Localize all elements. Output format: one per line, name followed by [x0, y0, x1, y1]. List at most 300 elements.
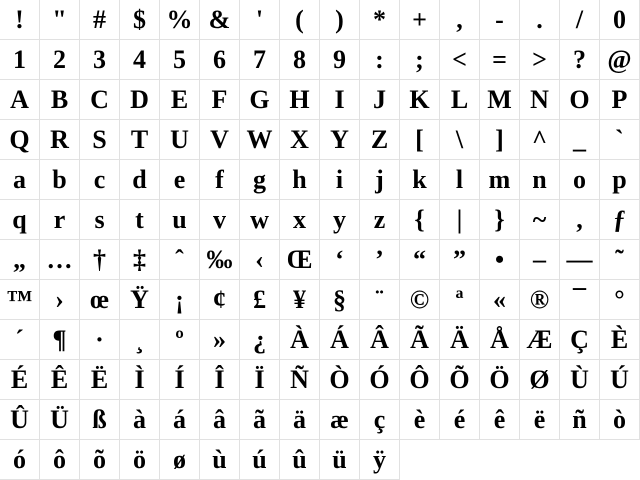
glyph: Ì: [134, 364, 145, 394]
glyph-cell[interactable]: [520, 200, 560, 240]
glyph-cell[interactable]: [200, 80, 240, 120]
glyph: 9: [333, 44, 346, 74]
glyph-cell[interactable]: [0, 0, 40, 40]
glyph-cell[interactable]: [320, 320, 360, 360]
glyph-cell[interactable]: [600, 360, 640, 400]
glyph-cell[interactable]: [200, 440, 240, 480]
glyph: ›: [55, 284, 64, 314]
glyph-cell[interactable]: [240, 400, 280, 440]
glyph: È: [610, 324, 629, 354]
glyph: ü: [332, 444, 347, 474]
glyph: @: [607, 44, 632, 74]
glyph: }: [494, 204, 505, 234]
glyph-cell[interactable]: [0, 80, 40, 120]
glyph-cell[interactable]: [120, 360, 160, 400]
glyph: G: [249, 84, 270, 114]
glyph-cell[interactable]: [480, 280, 520, 320]
glyph: N: [530, 84, 549, 114]
glyph-cell[interactable]: [40, 40, 80, 80]
glyph-cell[interactable]: [0, 40, 40, 80]
glyph-cell[interactable]: [240, 440, 280, 480]
glyph-cell[interactable]: [360, 40, 400, 80]
glyph-cell[interactable]: [360, 280, 400, 320]
glyph-cell[interactable]: [120, 160, 160, 200]
glyph-cell[interactable]: [560, 40, 600, 80]
glyph-cell[interactable]: [200, 120, 240, 160]
glyph: :: [375, 44, 384, 74]
glyph: Ñ: [290, 364, 309, 394]
glyph-cell[interactable]: [40, 240, 80, 280]
glyph: c: [93, 164, 106, 194]
glyph: ¸: [135, 324, 144, 354]
glyph: 2: [53, 44, 66, 74]
glyph: ': [255, 4, 264, 34]
glyph-cell[interactable]: [480, 160, 520, 200]
glyph-cell[interactable]: [600, 280, 640, 320]
glyph: Ó: [369, 364, 390, 394]
glyph-cell[interactable]: [280, 80, 320, 120]
glyph-cell[interactable]: [440, 0, 480, 40]
empty-cell: [560, 440, 600, 480]
glyph-cell[interactable]: [320, 40, 360, 80]
glyph: §: [333, 284, 346, 314]
glyph-cell[interactable]: [200, 240, 240, 280]
glyph: 5: [173, 44, 186, 74]
glyph-cell[interactable]: [560, 280, 600, 320]
glyph-cell[interactable]: [400, 160, 440, 200]
glyph-cell[interactable]: [80, 360, 120, 400]
glyph: ú: [252, 444, 267, 474]
glyph: Î: [214, 364, 225, 394]
glyph-cell[interactable]: [160, 160, 200, 200]
glyph-cell[interactable]: [600, 320, 640, 360]
glyph-cell[interactable]: [600, 160, 640, 200]
glyph-cell[interactable]: [0, 360, 40, 400]
glyph: ò: [613, 404, 626, 434]
glyph: É: [10, 364, 29, 394]
glyph-cell[interactable]: [360, 360, 400, 400]
glyph-cell[interactable]: [0, 400, 40, 440]
glyph-cell[interactable]: [200, 160, 240, 200]
glyph-cell[interactable]: [600, 0, 640, 40]
glyph-cell[interactable]: [440, 240, 480, 280]
glyph-cell[interactable]: [400, 40, 440, 80]
glyph-cell[interactable]: [160, 0, 200, 40]
glyph: Q: [9, 124, 30, 154]
glyph-cell[interactable]: [280, 440, 320, 480]
glyph: ‡: [133, 244, 146, 274]
glyph: Ç: [570, 324, 589, 354]
glyph-cell[interactable]: [480, 120, 520, 160]
glyph-cell[interactable]: [360, 0, 400, 40]
glyph-cell[interactable]: [440, 120, 480, 160]
glyph: =: [492, 44, 507, 74]
glyph-cell[interactable]: [360, 440, 400, 480]
glyph-cell[interactable]: [200, 200, 240, 240]
glyph-cell[interactable]: [560, 80, 600, 120]
glyph-cell[interactable]: [280, 320, 320, 360]
glyph-cell[interactable]: [280, 240, 320, 280]
glyph: Ÿ: [130, 284, 149, 314]
glyph: [: [415, 124, 424, 154]
glyph-cell[interactable]: [200, 360, 240, 400]
glyph-cell[interactable]: [320, 0, 360, 40]
glyph-cell[interactable]: [240, 320, 280, 360]
glyph-cell[interactable]: [440, 320, 480, 360]
glyph-cell[interactable]: [240, 40, 280, 80]
glyph-cell[interactable]: [400, 400, 440, 440]
glyph: ‘: [335, 244, 344, 274]
glyph: “: [413, 244, 426, 274]
glyph-cell[interactable]: [240, 240, 280, 280]
glyph-cell[interactable]: [240, 80, 280, 120]
glyph-cell[interactable]: [320, 440, 360, 480]
glyph: v: [213, 204, 226, 234]
glyph-cell[interactable]: [520, 160, 560, 200]
glyph-cell[interactable]: [120, 440, 160, 480]
glyph: Ø: [529, 364, 550, 394]
glyph-cell[interactable]: [240, 360, 280, 400]
glyph-cell[interactable]: [400, 120, 440, 160]
glyph-cell[interactable]: [400, 80, 440, 120]
glyph: z: [373, 204, 386, 234]
glyph-cell[interactable]: [600, 120, 640, 160]
glyph: „: [13, 244, 26, 274]
glyph-cell[interactable]: [320, 240, 360, 280]
glyph: ~: [532, 204, 547, 234]
glyph-cell[interactable]: [520, 40, 560, 80]
glyph: +: [412, 4, 427, 34]
glyph: »: [213, 324, 226, 354]
glyph-cell[interactable]: [360, 120, 400, 160]
glyph-cell[interactable]: [480, 80, 520, 120]
glyph-cell[interactable]: [600, 200, 640, 240]
glyph-cell[interactable]: [0, 440, 40, 480]
glyph-cell[interactable]: [280, 280, 320, 320]
glyph: £: [253, 284, 266, 314]
glyph: ‚: [575, 204, 584, 234]
glyph-cell[interactable]: [360, 400, 400, 440]
glyph: 6: [213, 44, 226, 74]
glyph: ¥: [293, 284, 306, 314]
glyph: ^: [531, 124, 548, 154]
glyph-cell[interactable]: [320, 280, 360, 320]
glyph-cell[interactable]: [560, 400, 600, 440]
glyph-cell[interactable]: [0, 200, 40, 240]
glyph: k: [412, 164, 427, 194]
glyph-cell[interactable]: [80, 200, 120, 240]
glyph-cell[interactable]: [360, 160, 400, 200]
glyph-cell[interactable]: [320, 200, 360, 240]
glyph-cell[interactable]: [360, 240, 400, 280]
glyph: s: [94, 204, 105, 234]
glyph: Û: [10, 404, 29, 434]
glyph-cell[interactable]: [80, 440, 120, 480]
glyph: ç: [373, 404, 386, 434]
glyph-cell[interactable]: [400, 240, 440, 280]
glyph-cell[interactable]: [40, 200, 80, 240]
glyph-cell[interactable]: [280, 360, 320, 400]
glyph-cell[interactable]: [80, 320, 120, 360]
glyph: Z: [370, 124, 389, 154]
glyph: º: [175, 324, 184, 354]
glyph-cell[interactable]: [440, 160, 480, 200]
glyph-cell[interactable]: [160, 200, 200, 240]
glyph-cell[interactable]: [480, 240, 520, 280]
glyph-cell[interactable]: [280, 400, 320, 440]
glyph-cell[interactable]: [560, 240, 600, 280]
glyph-cell[interactable]: [0, 120, 40, 160]
glyph-cell[interactable]: [120, 40, 160, 80]
glyph-cell[interactable]: [80, 0, 120, 40]
glyph-cell[interactable]: [40, 0, 80, 40]
glyph: y: [333, 204, 346, 234]
glyph: T: [130, 124, 149, 154]
glyph: ä: [293, 404, 306, 434]
glyph: ø: [173, 444, 186, 474]
glyph-cell[interactable]: [560, 160, 600, 200]
glyph-cell[interactable]: [0, 160, 40, 200]
glyph: ˆ: [175, 244, 184, 274]
glyph: o: [573, 164, 586, 194]
glyph-cell[interactable]: [160, 40, 200, 80]
glyph-cell[interactable]: [40, 280, 80, 320]
glyph: J: [373, 84, 386, 114]
glyph-cell[interactable]: [240, 120, 280, 160]
glyph: ¿: [253, 324, 266, 354]
glyph-cell[interactable]: [600, 80, 640, 120]
glyph: ù: [212, 444, 227, 474]
glyph-cell[interactable]: [120, 120, 160, 160]
glyph-cell[interactable]: [0, 240, 40, 280]
glyph-cell[interactable]: [560, 360, 600, 400]
glyph: Ë: [90, 364, 109, 394]
glyph: r: [53, 204, 66, 234]
glyph: À: [290, 324, 309, 354]
glyph-cell[interactable]: [440, 200, 480, 240]
glyph-cell[interactable]: [160, 440, 200, 480]
glyph: û: [292, 444, 307, 474]
glyph-cell[interactable]: [0, 280, 40, 320]
glyph: t: [135, 204, 144, 234]
glyph-cell[interactable]: [360, 80, 400, 120]
glyph: Ò: [329, 364, 350, 394]
glyph-cell[interactable]: [120, 80, 160, 120]
glyph: D: [130, 84, 149, 114]
glyph-cell[interactable]: [120, 280, 160, 320]
glyph-cell[interactable]: [120, 400, 160, 440]
glyph-cell[interactable]: [560, 120, 600, 160]
glyph: H: [289, 84, 310, 114]
glyph: _: [573, 124, 586, 154]
glyph-cell[interactable]: [200, 0, 240, 40]
glyph-cell[interactable]: [40, 320, 80, 360]
glyph: ™: [6, 284, 33, 314]
glyph: p: [612, 164, 627, 194]
glyph-cell[interactable]: [160, 320, 200, 360]
glyph-cell[interactable]: [160, 360, 200, 400]
glyph-cell[interactable]: [520, 0, 560, 40]
glyph-cell[interactable]: [120, 240, 160, 280]
glyph-cell[interactable]: [520, 80, 560, 120]
glyph-cell[interactable]: [520, 400, 560, 440]
glyph: #: [93, 4, 106, 34]
glyph-cell[interactable]: [40, 400, 80, 440]
glyph-cell[interactable]: [240, 160, 280, 200]
glyph: ”: [453, 244, 466, 274]
glyph: 8: [293, 44, 306, 74]
glyph-cell[interactable]: [440, 80, 480, 120]
glyph: 1: [13, 44, 26, 74]
glyph-cell[interactable]: [160, 280, 200, 320]
glyph-cell[interactable]: [440, 40, 480, 80]
glyph-cell[interactable]: [240, 0, 280, 40]
glyph: á: [173, 404, 186, 434]
glyph-cell[interactable]: [520, 120, 560, 160]
glyph-cell[interactable]: [320, 80, 360, 120]
glyph: ‹: [255, 244, 264, 274]
glyph-cell[interactable]: [80, 80, 120, 120]
glyph: ·: [95, 324, 104, 354]
glyph-cell[interactable]: [320, 360, 360, 400]
glyph: Í: [174, 364, 185, 394]
glyph: †: [93, 244, 106, 274]
glyph: ´: [15, 324, 24, 354]
glyph: Ù: [570, 364, 589, 394]
glyph: —: [566, 244, 593, 274]
glyph: ê: [493, 404, 506, 434]
glyph-cell[interactable]: [480, 40, 520, 80]
glyph-cell[interactable]: [520, 360, 560, 400]
glyph-cell[interactable]: [400, 200, 440, 240]
glyph-cell[interactable]: [240, 200, 280, 240]
empty-cell: [440, 440, 480, 480]
glyph-cell[interactable]: [560, 200, 600, 240]
glyph-cell[interactable]: [0, 320, 40, 360]
glyph-cell[interactable]: [320, 400, 360, 440]
glyph-cell[interactable]: [200, 400, 240, 440]
glyph-cell[interactable]: [40, 120, 80, 160]
glyph-cell[interactable]: [40, 80, 80, 120]
glyph-cell[interactable]: [480, 400, 520, 440]
glyph: W: [246, 124, 273, 154]
glyph-cell[interactable]: [80, 400, 120, 440]
glyph: a: [13, 164, 26, 194]
glyph: 0: [613, 4, 626, 34]
glyph-cell[interactable]: [280, 40, 320, 80]
glyph-cell[interactable]: [160, 400, 200, 440]
glyph: ª: [455, 284, 464, 314]
glyph-cell[interactable]: [120, 200, 160, 240]
glyph-cell[interactable]: [440, 360, 480, 400]
glyph-cell[interactable]: [280, 120, 320, 160]
glyph-cell[interactable]: [80, 280, 120, 320]
glyph: ˜: [615, 244, 624, 274]
glyph-cell[interactable]: [400, 280, 440, 320]
glyph-cell[interactable]: [160, 120, 200, 160]
glyph-cell[interactable]: [600, 40, 640, 80]
glyph-cell[interactable]: [360, 320, 400, 360]
glyph: ¡: [175, 284, 184, 314]
glyph: e: [173, 164, 186, 194]
glyph-cell[interactable]: [40, 360, 80, 400]
glyph: u: [172, 204, 187, 234]
glyph: P: [611, 84, 628, 114]
glyph: h: [292, 164, 307, 194]
glyph: Æ: [526, 324, 553, 354]
glyph-cell[interactable]: [600, 240, 640, 280]
glyph-cell[interactable]: [440, 400, 480, 440]
glyph: (: [295, 4, 304, 34]
glyph-cell[interactable]: [480, 360, 520, 400]
glyph-cell[interactable]: [280, 200, 320, 240]
glyph-cell[interactable]: [400, 320, 440, 360]
glyph-cell[interactable]: [160, 80, 200, 120]
glyph-cell[interactable]: [600, 400, 640, 440]
glyph: …: [46, 244, 73, 274]
glyph-cell[interactable]: [560, 320, 600, 360]
glyph-cell[interactable]: [240, 280, 280, 320]
glyph-cell[interactable]: [200, 280, 240, 320]
glyph-cell[interactable]: [520, 280, 560, 320]
glyph: ¨: [375, 284, 384, 314]
glyph: «: [493, 284, 506, 314]
glyph-cell[interactable]: [80, 120, 120, 160]
glyph: ¯: [573, 284, 586, 314]
glyph-cell[interactable]: [400, 360, 440, 400]
glyph: ¶: [52, 324, 67, 354]
glyph: X: [290, 124, 309, 154]
glyph: M: [487, 84, 512, 114]
glyph-cell[interactable]: [320, 120, 360, 160]
glyph: /: [575, 4, 584, 34]
glyph-cell[interactable]: [120, 0, 160, 40]
glyph-cell[interactable]: [120, 320, 160, 360]
glyph-cell[interactable]: [320, 160, 360, 200]
glyph-cell[interactable]: [520, 240, 560, 280]
glyph-cell[interactable]: [480, 200, 520, 240]
glyph: K: [409, 84, 430, 114]
glyph-cell[interactable]: [80, 240, 120, 280]
glyph-cell[interactable]: [80, 160, 120, 200]
glyph: •: [494, 244, 505, 274]
glyph-cell[interactable]: [480, 320, 520, 360]
glyph: g: [253, 164, 266, 194]
glyph-cell[interactable]: [520, 320, 560, 360]
glyph: ;: [415, 44, 424, 74]
glyph-cell[interactable]: [40, 160, 80, 200]
glyph: è: [413, 404, 426, 434]
glyph: Ü: [50, 404, 69, 434]
glyph-cell[interactable]: [200, 320, 240, 360]
glyph: 3: [93, 44, 106, 74]
glyph: œ: [90, 284, 109, 314]
glyph-cell[interactable]: [440, 280, 480, 320]
glyph-cell[interactable]: [160, 240, 200, 280]
glyph: Œ: [286, 244, 313, 274]
glyph-cell[interactable]: [400, 0, 440, 40]
glyph-cell[interactable]: [80, 40, 120, 80]
glyph-cell[interactable]: [200, 40, 240, 80]
glyph-cell[interactable]: [280, 0, 320, 40]
glyph-cell[interactable]: [480, 0, 520, 40]
glyph-cell[interactable]: [40, 440, 80, 480]
glyph-cell[interactable]: [360, 200, 400, 240]
glyph: Õ: [449, 364, 470, 394]
glyph: S: [92, 124, 107, 154]
glyph-cell[interactable]: [280, 160, 320, 200]
glyph-cell[interactable]: [560, 0, 600, 40]
